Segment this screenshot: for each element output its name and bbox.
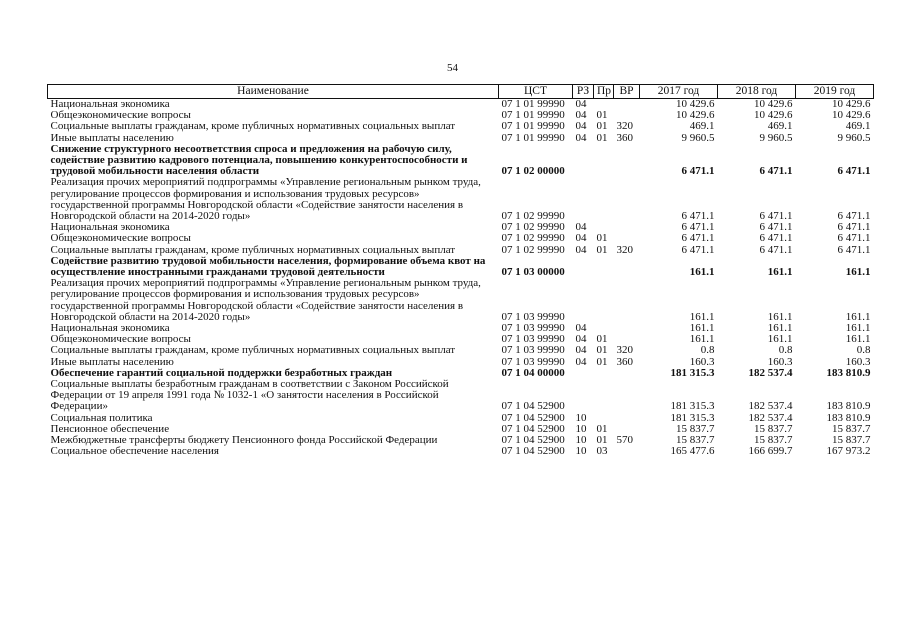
table-row: [48, 144, 874, 178]
row-value-2018: 161.1: [767, 333, 793, 346]
row-value-2018: 6 471.1: [759, 221, 793, 234]
header-rz: РЗ: [573, 85, 594, 99]
row-vr: 570: [616, 434, 633, 447]
row-name: Социальное обеспечение населения: [50, 445, 219, 458]
header-pr: Пр: [594, 85, 614, 99]
row-cst: 07 1 02 99990: [501, 243, 565, 256]
row-value-2017: 6 471.1: [681, 232, 715, 245]
row-rz: [573, 368, 594, 379]
row-pr: 01: [596, 355, 608, 368]
table-row: [48, 177, 874, 222]
row-rz: [573, 278, 594, 323]
row-vr: 320: [616, 120, 633, 133]
row-value-2017: 9 960.5: [681, 131, 715, 144]
row-name: Реализация прочих мероприятий подпрограммы «Управление региональным рынком труда, регулирование процессов формирования и использования трудовых ресурсов» государственной программы Новгородской области «Содействие занятости населения в Новгородской области на 2014-2020 годы»: [50, 176, 481, 223]
row-pr: 01: [596, 333, 608, 346]
table-header-row: [48, 85, 874, 99]
row-vr: [614, 99, 640, 111]
row-cst: 07 1 01 99990: [501, 98, 565, 110]
row-cst: 07 1 03 00000: [501, 266, 565, 279]
row-value-2017: 181 315.3: [670, 400, 715, 413]
row-value-2017: 160.3: [689, 355, 715, 368]
header-vr: ВР: [614, 85, 640, 99]
header-name: Наименование: [48, 85, 499, 99]
row-vr: [614, 278, 640, 323]
row-cst: 07 1 04 52900: [501, 445, 565, 458]
row-value-2017: 161.1: [689, 310, 715, 323]
row-rz: [573, 256, 594, 278]
row-rz: 04: [575, 98, 587, 110]
row-value-2019: 15 837.7: [832, 422, 871, 435]
row-value-2018: 9 960.5: [759, 131, 793, 144]
row-value-2019: 183 810.9: [826, 411, 871, 424]
row-cst: 07 1 02 00000: [501, 165, 565, 178]
row-pr: [594, 256, 614, 278]
table-row: [48, 278, 874, 323]
row-pr: 01: [596, 344, 608, 357]
row-value-2019: 161.1: [845, 333, 871, 346]
row-value-2017: 469.1: [689, 120, 715, 133]
row-cst: 07 1 04 52900: [501, 411, 565, 424]
row-value-2019: 183 810.9: [826, 366, 871, 379]
row-name: Иные выплаты населению: [50, 355, 174, 368]
row-name: Содействие развитию трудовой мобильности населения, формирование объема квот на осуществление иностранными гражданами трудовой деятельности: [50, 254, 486, 279]
row-rz: 04: [575, 322, 587, 335]
row-rz: 04: [575, 131, 587, 144]
row-cst: 07 1 03 99990: [501, 322, 565, 335]
page-number: 54: [447, 62, 458, 74]
row-value-2017: 161.1: [689, 266, 715, 279]
row-value-2019: 183 810.9: [826, 400, 871, 413]
table-row: [48, 379, 874, 413]
row-value-2018: 182 537.4: [748, 366, 793, 379]
row-value-2018: 15 837.7: [754, 422, 793, 435]
row-cst: 07 1 03 99990: [501, 344, 565, 357]
row-value-2017: 181 315.3: [670, 366, 715, 379]
row-cst: 07 1 02 99990: [501, 210, 565, 223]
row-value-2019: 161.1: [845, 310, 871, 323]
row-name: Снижение структурного несоответствия спроса и предложения на рабочую силу, содействие развитию кадрового потенциала, повышению конкурентоспособности и трудовой мобильности населения области: [50, 142, 468, 178]
row-name: Социальные выплаты гражданам, кроме публичных нормативных социальных выплат: [50, 243, 456, 256]
row-pr: 01: [596, 131, 608, 144]
row-value-2018: 182 537.4: [748, 411, 793, 424]
row-value-2017: 181 315.3: [670, 411, 715, 424]
row-name: Социальные выплаты гражданам, кроме публичных нормативных социальных выплат: [50, 344, 456, 357]
row-value-2017: 0.8: [700, 344, 715, 357]
row-rz: 10: [575, 445, 587, 458]
row-cst: 07 1 01 99990: [501, 131, 565, 144]
row-vr: [614, 222, 640, 233]
row-value-2017: 161.1: [689, 333, 715, 346]
row-value-2018: 160.3: [767, 355, 793, 368]
table-row: [48, 446, 874, 457]
row-value-2019: 10 429.6: [832, 109, 871, 122]
row-value-2018: 6 471.1: [759, 210, 793, 223]
row-pr: [594, 379, 614, 413]
table-body: [48, 99, 874, 458]
row-value-2017: 6 471.1: [681, 210, 715, 223]
row-pr: [594, 368, 614, 379]
table-row: [48, 256, 874, 278]
budget-table: [47, 84, 874, 458]
header-2018: 2018 год: [718, 85, 796, 99]
row-rz: 04: [575, 243, 587, 256]
row-rz: 04: [575, 333, 587, 346]
row-name: Социальные выплаты гражданам, кроме публичных нормативных социальных выплат: [50, 120, 456, 133]
row-value-2019: 0.8: [856, 344, 871, 357]
row-value-2017: 10 429.6: [676, 98, 715, 110]
row-name: Общеэкономические вопросы: [50, 333, 191, 346]
row-vr: [614, 413, 640, 424]
row-vr: [614, 144, 640, 178]
row-value-2019: 161.1: [845, 322, 871, 335]
row-value-2019: 160.3: [845, 355, 871, 368]
row-cst: 07 1 02 99990: [501, 221, 565, 234]
row-name: Межбюджетные трансферты бюджету Пенсионного фонда Российской Федерации: [50, 434, 438, 447]
row-rz: 04: [575, 355, 587, 368]
header-2017: 2017 год: [640, 85, 718, 99]
row-value-2019: 6 471.1: [837, 165, 871, 178]
row-value-2018: 161.1: [767, 322, 793, 335]
row-vr: [614, 368, 640, 379]
row-name: Пенсионное обеспечение: [50, 422, 170, 435]
row-value-2019: 469.1: [845, 120, 871, 133]
row-cst: 07 1 02 99990: [501, 232, 565, 245]
row-rz: [573, 379, 594, 413]
row-value-2017: 15 837.7: [676, 422, 715, 435]
row-rz: 04: [575, 109, 587, 122]
table-row: [48, 121, 874, 132]
row-name: Национальная экономика: [50, 322, 170, 335]
table-row: [48, 413, 874, 424]
row-vr: 320: [616, 243, 633, 256]
row-rz: 04: [575, 120, 587, 133]
row-pr: [594, 278, 614, 323]
row-rz: 04: [575, 221, 587, 234]
row-vr: 360: [616, 355, 633, 368]
row-pr: [594, 144, 614, 178]
row-cst: 07 1 04 00000: [501, 366, 565, 379]
row-pr: 01: [596, 120, 608, 133]
row-value-2017: 10 429.6: [676, 109, 715, 122]
row-name: Социальная политика: [50, 411, 153, 424]
row-value-2019: 6 471.1: [837, 232, 871, 245]
row-rz: [573, 144, 594, 178]
row-value-2017: 161.1: [689, 322, 715, 335]
row-value-2019: 161.1: [845, 266, 871, 279]
row-rz: 04: [575, 232, 587, 245]
row-value-2018: 161.1: [767, 310, 793, 323]
row-name: Национальная экономика: [50, 98, 170, 110]
row-name: Реализация прочих мероприятий подпрограммы «Управление региональным рынком труда, регулирование процессов формирования и использования трудовых ресурсов» государственной программы Новгородской области «Содействие занятости населения в Новгородской области на 2014-2020 годы»: [50, 277, 481, 323]
row-vr: [614, 446, 640, 457]
row-name: Обеспечение гарантий социальной поддержки безработных граждан: [50, 366, 393, 379]
row-rz: 10: [575, 434, 587, 447]
header-2019: 2019 год: [796, 85, 874, 99]
row-value-2018: 10 429.6: [754, 98, 793, 110]
row-pr: 03: [596, 445, 608, 458]
row-pr: 01: [596, 434, 608, 447]
row-cst: 07 1 03 99990: [501, 310, 565, 323]
row-name: Общеэкономические вопросы: [50, 232, 191, 245]
row-value-2017: 165 477.6: [670, 445, 715, 458]
row-name: Иные выплаты населению: [50, 131, 174, 144]
row-value-2018: 182 537.4: [748, 400, 793, 413]
row-cst: 07 1 01 99990: [501, 120, 565, 133]
row-pr: 01: [596, 243, 608, 256]
row-value-2019: 6 471.1: [837, 243, 871, 256]
row-rz: 10: [575, 422, 587, 435]
row-pr: 01: [596, 422, 608, 435]
row-value-2018: 10 429.6: [754, 109, 793, 122]
header-cst: ЦСТ: [499, 85, 573, 99]
row-value-2018: 0.8: [778, 344, 793, 357]
row-value-2017: 6 471.1: [681, 243, 715, 256]
row-pr: 01: [596, 109, 608, 122]
row-vr: [614, 233, 640, 244]
row-value-2018: 469.1: [767, 120, 793, 133]
row-vr: [614, 256, 640, 278]
row-value-2019: 167 973.2: [826, 445, 871, 458]
row-value-2018: 6 471.1: [759, 243, 793, 256]
row-cst: 07 1 04 52900: [501, 434, 565, 447]
row-cst: 07 1 04 52900: [501, 422, 565, 435]
row-value-2017: 6 471.1: [681, 165, 715, 178]
row-vr: 320: [616, 344, 633, 357]
row-name: Общеэкономические вопросы: [50, 109, 191, 122]
row-rz: 10: [575, 411, 587, 424]
row-vr: 360: [616, 131, 633, 144]
row-value-2018: 6 471.1: [759, 165, 793, 178]
row-value-2018: 15 837.7: [754, 434, 793, 447]
row-cst: 07 1 04 52900: [501, 400, 565, 413]
row-value-2017: 6 471.1: [681, 221, 715, 234]
row-value-2019: 6 471.1: [837, 221, 871, 234]
row-rz: 04: [575, 344, 587, 357]
row-cst: 07 1 03 99990: [501, 333, 565, 346]
row-pr: [594, 177, 614, 222]
row-vr: [614, 379, 640, 413]
table-row: [48, 345, 874, 356]
row-cst: 07 1 03 99990: [501, 355, 565, 368]
row-value-2019: 6 471.1: [837, 210, 871, 223]
row-vr: [614, 177, 640, 222]
row-cst: 07 1 01 99990: [501, 109, 565, 122]
row-value-2019: 9 960.5: [837, 131, 871, 144]
row-rz: [573, 177, 594, 222]
row-name: Социальные выплаты безработным гражданам в соответствии с Законом Российской Федерации от 19 апреля 1991 года № 1032-1 «О занятости населения в Российской Федерации»: [50, 378, 449, 413]
row-value-2017: 15 837.7: [676, 434, 715, 447]
row-pr: 01: [596, 232, 608, 245]
row-value-2018: 166 699.7: [748, 445, 793, 458]
row-value-2019: 10 429.6: [832, 98, 871, 110]
row-vr: [614, 323, 640, 334]
row-value-2018: 6 471.1: [759, 232, 793, 245]
row-value-2018: 161.1: [767, 266, 793, 279]
row-name: Национальная экономика: [50, 221, 170, 234]
row-value-2019: 15 837.7: [832, 434, 871, 447]
table-row: [48, 233, 874, 244]
